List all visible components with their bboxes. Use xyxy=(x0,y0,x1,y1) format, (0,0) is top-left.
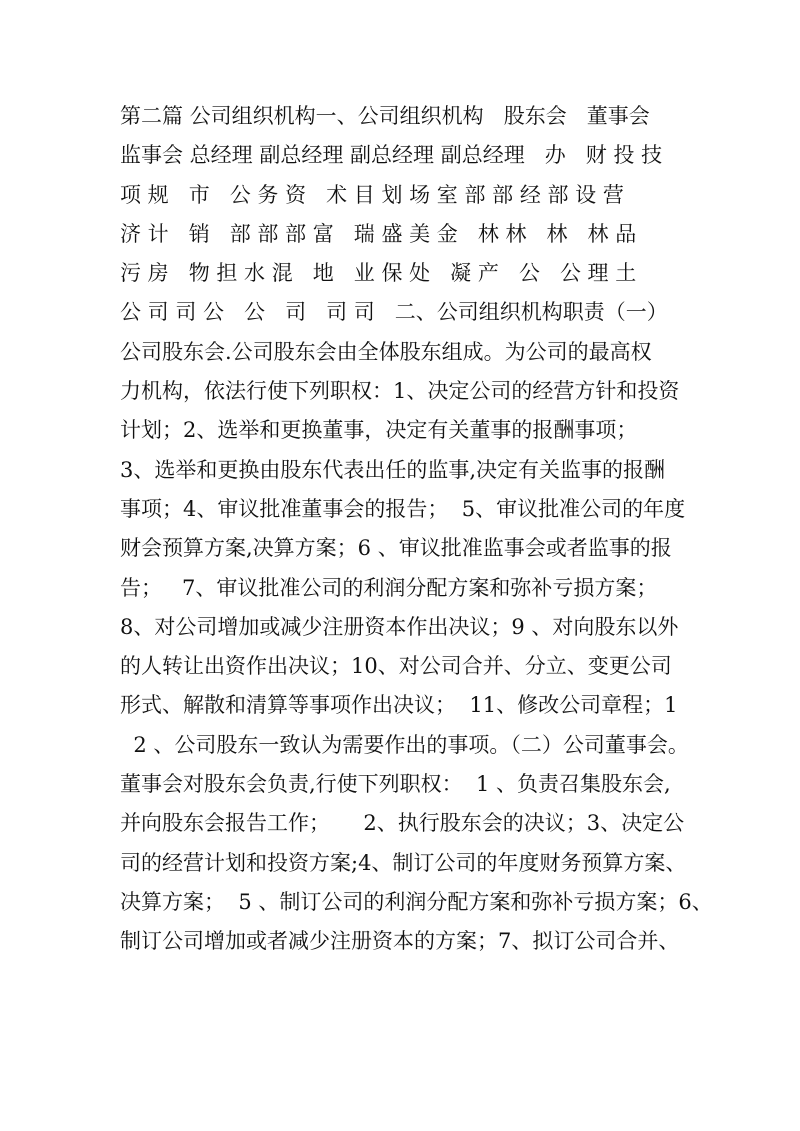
text-line: 8、对公司增加或减少注册资本作出决议；9 、对向股东以外 xyxy=(120,614,679,639)
body-text xyxy=(120,97,713,962)
text-line: 决算方案； 5 、制订公司的利润分配方案和弥补亏损方案；6、 xyxy=(120,889,713,914)
text-line: 制订公司增加或者减少注册资本的方案；7、拟订公司合并、 xyxy=(120,929,680,954)
text-line: 计划；2、选举和更换董事，决定有关董事的报酬事项； xyxy=(120,418,638,443)
text-line: 污 房 物 担 水 混 地 业 保 处 凝 产 公 公 理 土 xyxy=(120,261,637,286)
text-line: 并向股东会报告工作； 2、执行股东会的决议；3、决定公 xyxy=(120,811,685,836)
text-line: 公司股东会.公司股东会由全体股东组成。为公司的最高权 xyxy=(120,339,652,364)
text-line: 事项；4、审议批准董事会的报告； 5、审议批准公司的年度 xyxy=(120,496,686,521)
text-line: 济 计 销 部 部 部 富 瑞 盛 美 金 林 林 林 林 品 xyxy=(120,221,637,246)
text-line: 财会预算方案,决算方案；6 、审议批准监事会或者监事的报 xyxy=(120,536,672,561)
text-line: 力机构，依法行使下列职权：1、决定公司的经营方针和投资 xyxy=(120,379,680,404)
text-line: 第二篇 公司组织机构一、公司组织机构 股东会 董事会 xyxy=(120,104,650,128)
text-line: 公 司 司 公 公 司 司 司 二、公司组织机构职责（一） xyxy=(120,300,668,325)
text-line: 董事会对股东会负责,行使下列职权： 1 、负责召集股东会, xyxy=(120,772,671,797)
text-line: 项 规 市 公 务 资 术 目 划 场 室 部 部 经 部 设 营 xyxy=(120,182,624,207)
text-line: 司的经营计划和投资方案;4、制订公司的年度财务预算方案、 xyxy=(120,850,687,875)
text-line: 形式、解散和清算等事项作出决议； 11、修改公司章程；1 xyxy=(120,693,678,718)
text-line: 3、选举和更换由股东代表出任的监事,决定有关监事的报酬 xyxy=(120,457,666,482)
text-line: 的人转让出资作出决议；10、对公司合并、分立、变更公司 xyxy=(120,654,672,679)
text-line: 告； 7、审议批准公司的利润分配方案和弥补亏损方案； xyxy=(120,575,658,600)
text-line: 监事会 总经理 副总经理 副总经理 副总经理 办 财 投 技 xyxy=(120,143,663,168)
text-line: 2 、公司股东一致认为需要作出的事项。（二）公司董事会。 xyxy=(120,732,689,757)
